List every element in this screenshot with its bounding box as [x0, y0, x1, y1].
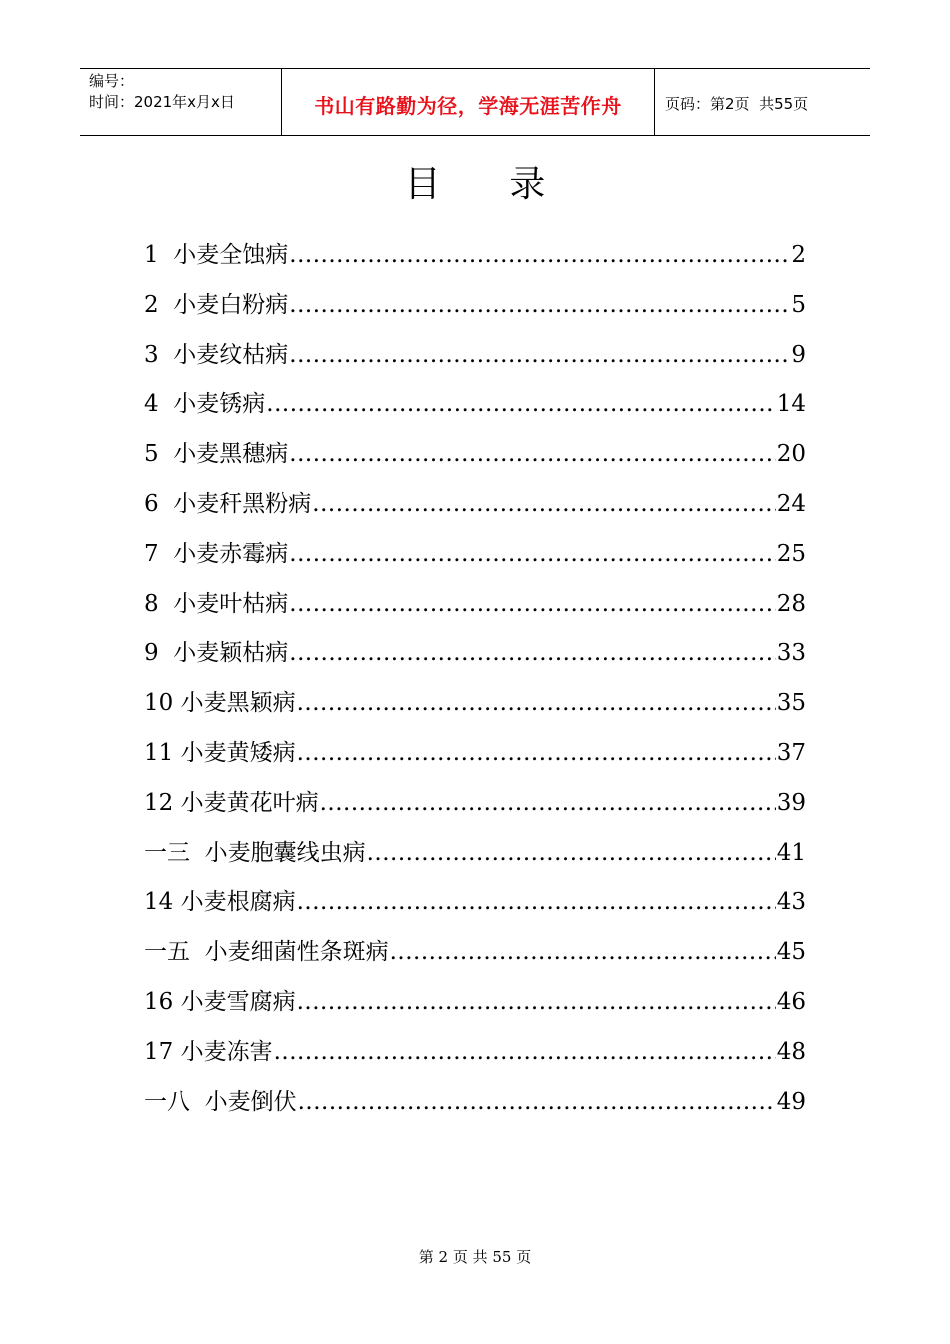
page-footer: 第 2 页 共 55 页	[418, 1248, 532, 1266]
toc-entry-page: 20	[776, 441, 806, 468]
toc-entry[interactable]	[144, 785, 806, 835]
toc-entry-page: 9	[791, 341, 806, 368]
toc-entry[interactable]	[144, 337, 806, 387]
toc-entry-label: 17 小麦冻害	[144, 1038, 273, 1065]
table-of-contents	[144, 237, 806, 1133]
toc-entry[interactable]	[144, 237, 806, 287]
toc-entry[interactable]	[144, 984, 806, 1034]
toc-entry-label: 14 小麦根腐病	[144, 889, 296, 916]
toc-leader-dots	[297, 884, 776, 920]
toc-entry-page: 48	[776, 1038, 806, 1065]
toc-entry-page: 2	[791, 242, 806, 268]
toc-entry[interactable]	[144, 1034, 806, 1084]
toc-leader-dots	[320, 785, 776, 821]
toc-leader-dots	[390, 934, 776, 970]
toc-entry-label: 8 小麦叶枯病	[144, 590, 289, 617]
toc-entry-label: 9 小麦颖枯病	[144, 640, 289, 667]
toc-entry-label: 10 小麦黑颖病	[144, 690, 296, 717]
toc-entry[interactable]	[144, 635, 806, 685]
toc-entry-page: 45	[776, 939, 806, 966]
toc-leader-dots	[298, 1084, 776, 1120]
toc-entry-label: 3 小麦纹枯病	[144, 341, 289, 368]
toc-entry-label: 一五 小麦细菌性条斑病	[144, 939, 389, 966]
toc-entry-label: 6 小麦秆黑粉病	[144, 490, 312, 517]
toc-leader-dots	[367, 835, 776, 871]
toc-entry-page: 25	[776, 540, 806, 567]
toc-entry[interactable]	[144, 685, 806, 735]
toc-entry-label: 5 小麦黑穗病	[144, 441, 289, 468]
toc-entry-page: 46	[776, 988, 806, 1015]
toc-entry-label: 2 小麦白粉病	[144, 291, 289, 318]
toc-entry-page: 24	[776, 490, 806, 517]
page-header	[80, 68, 870, 136]
toc-entry[interactable]	[144, 536, 806, 586]
toc-entry[interactable]	[144, 1084, 806, 1134]
toc-entry[interactable]	[144, 436, 806, 486]
toc-entry-page: 49	[776, 1088, 806, 1115]
toc-entry-page: 39	[776, 789, 806, 816]
toc-entry-page: 5	[791, 291, 806, 318]
toc-leader-dots	[289, 536, 775, 572]
toc-leader-dots	[289, 436, 775, 472]
header-motto: 书山有路勤为径，学海无涯苦作舟	[282, 69, 655, 135]
toc-leader-dots	[289, 287, 790, 323]
toc-entry[interactable]	[144, 735, 806, 785]
toc-entry-label: 16 小麦雪腐病	[144, 988, 296, 1015]
toc-entry-page: 33	[776, 640, 806, 667]
toc-entry-label: 一三 小麦胞囊线虫病	[144, 839, 366, 866]
toc-title: 目 录	[404, 164, 546, 205]
toc-leader-dots	[274, 1034, 776, 1070]
toc-entry[interactable]	[144, 287, 806, 337]
toc-leader-dots	[297, 984, 776, 1020]
toc-leader-dots	[297, 735, 776, 771]
toc-entry[interactable]	[144, 486, 806, 536]
toc-entry-page: 28	[776, 590, 806, 617]
toc-entry[interactable]	[144, 586, 806, 636]
header-page-info: 页码：第2页 共55页	[665, 94, 809, 113]
toc-entry-page: 37	[776, 739, 806, 766]
toc-entry[interactable]	[144, 835, 806, 885]
toc-entry-page: 43	[776, 889, 806, 916]
toc-leader-dots	[266, 386, 775, 422]
header-meta	[80, 69, 282, 135]
toc-entry-label: 一八 小麦倒伏	[144, 1088, 297, 1115]
toc-entry-label: 7 小麦赤霉病	[144, 540, 289, 567]
toc-entry-label: 4 小麦锈病	[144, 391, 266, 418]
toc-leader-dots	[289, 586, 775, 622]
document-time: 时间：2021年x月x日	[89, 93, 235, 111]
toc-entry[interactable]	[144, 884, 806, 934]
toc-leader-dots	[289, 337, 790, 373]
toc-entry-page: 41	[776, 839, 806, 866]
toc-leader-dots	[289, 237, 790, 273]
toc-entry[interactable]	[144, 386, 806, 436]
toc-leader-dots	[297, 685, 776, 721]
toc-entry[interactable]	[144, 934, 806, 984]
toc-leader-dots	[289, 635, 775, 671]
toc-entry-page: 35	[776, 690, 806, 717]
toc-entry-label: 11 小麦黄矮病	[144, 739, 296, 766]
toc-entry-label: 12 小麦黄花叶病	[144, 789, 319, 816]
toc-leader-dots	[312, 486, 775, 522]
toc-entry-page: 14	[776, 391, 806, 418]
document-number-label: 编号：	[89, 72, 135, 90]
toc-entry-label: 1 小麦全蚀病	[144, 242, 289, 268]
